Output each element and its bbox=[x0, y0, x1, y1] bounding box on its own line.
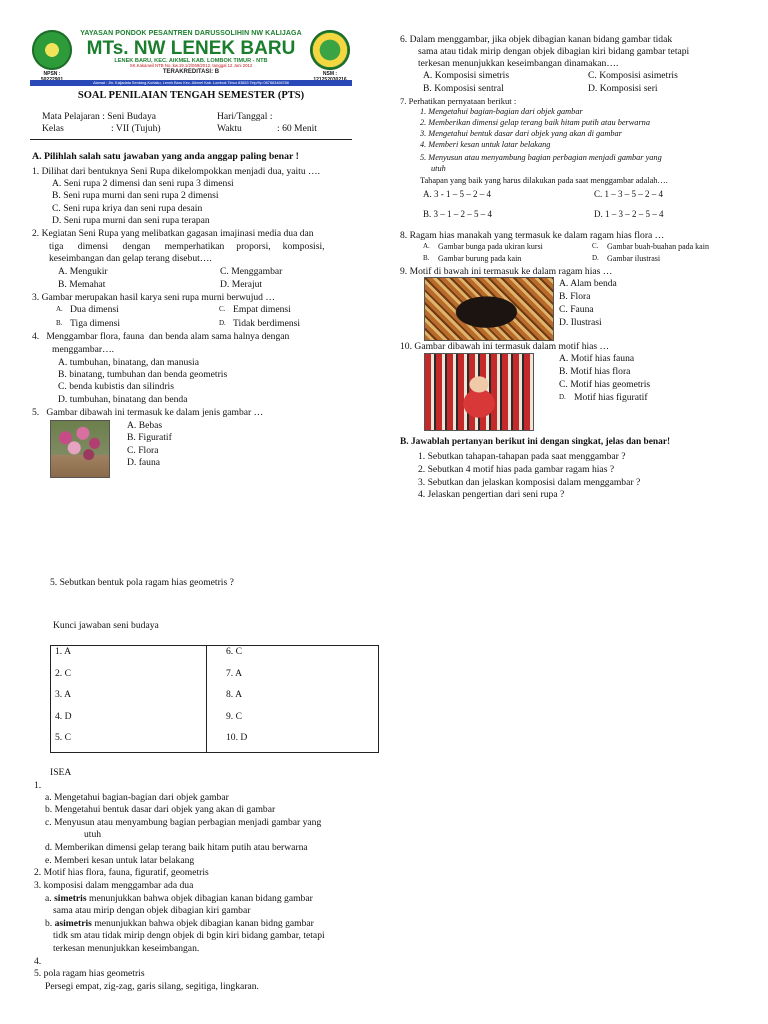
q7-statement-3: 3. Mengetahui bentuk dasar dari objek yang akan di gambar bbox=[420, 129, 622, 138]
q7-statement-1: 1. Mengetahui bagian-bagian dari objek gambar bbox=[420, 107, 583, 116]
answer-key-cell-right-4: 9. C bbox=[226, 711, 242, 722]
q5-option-b: B. Figuratif bbox=[127, 432, 172, 443]
q7-statement-5: 5. Menyusun atau menyambung bagian perbagian menjadi gambar yang bbox=[420, 153, 662, 162]
essay-question-5: 5. Sebutkan bentuk pola ragam hias geometris ? bbox=[50, 577, 234, 588]
q9-option-b: B. Flora bbox=[559, 291, 591, 302]
class-label: Kelas bbox=[42, 123, 64, 134]
dayak-figure-image bbox=[424, 353, 534, 431]
q1-option-d: D. Seni rupa murni dan seni rupa terapan bbox=[52, 215, 210, 226]
answer-key-cell-right-1: 6. C bbox=[226, 646, 242, 657]
question-6-line2: sama atau tidak mirip dengan objek dibagian kiri bidang gambar tetapi bbox=[418, 46, 690, 57]
q6-option-c: C. Komposisi asimetris bbox=[588, 70, 678, 81]
essay-answer-3a bbox=[45, 893, 313, 905]
q9-option-c: C. Fauna bbox=[559, 304, 594, 315]
essay-answer-3b-cont: tidk sm atau tidak mirip dengn objek di bgin kiri bidang gambar, tetapi bbox=[53, 930, 325, 941]
asymmetric-term: asimetris bbox=[54, 918, 92, 929]
question-3: 3. Gambar merupakan hasil karya seni rupa murni berwujud … bbox=[32, 292, 275, 303]
q6-option-b: B. Komposisi sentral bbox=[423, 83, 504, 94]
foundation-name: YAYASAN PONDOK PESANTREN DARUSSOLIHIN NW KALIJAGA bbox=[80, 30, 302, 37]
q5-option-a: A. Bebas bbox=[127, 420, 163, 431]
subject-label: Mata Pelajaran : Seni Budaya bbox=[42, 111, 157, 122]
answer-key-cell-left-4: 4. D bbox=[55, 711, 72, 722]
q3-option-c: Empat dimensi bbox=[233, 304, 291, 315]
symmetric-letter: a. bbox=[45, 893, 52, 904]
essay-answer-1d: d. Memberikan dimensi gelap terang baik hitam putih atau berwarna bbox=[45, 842, 308, 853]
address-bar: Alamat : Jln. Kaljadata Serdang-Kortaku, Lenek Baru Kec. Aikmel Kab. Lombok Timur 83653 Telp/Hp 087863466788 bbox=[30, 80, 352, 86]
q7-question: Tahapan yang baik yang harus dilakukan pada saat menggambar adalah…. bbox=[420, 176, 668, 185]
question-4-line1: 4. Menggambar flora, fauna dan benda alam sama halnya dengan bbox=[32, 331, 290, 342]
question-5: 5. Gambar dibawah ini termasuk ke dalam jenis gambar … bbox=[32, 407, 264, 418]
essay-answer-5-detail: Persegi empat, zig-zag, garis silang, segitiga, lingkaran. bbox=[45, 981, 259, 992]
essay-question-1: 1. Sebutkan tahapan-tahapan pada saat menggambar ? bbox=[418, 451, 626, 462]
class-value: : VII (Tujuh) bbox=[111, 123, 161, 134]
q8-option-c: Gambar buah-buahan pada kain bbox=[607, 242, 709, 251]
question-9: 9. Motif di bawah ini termasuk ke dalam ragam hias … bbox=[400, 266, 613, 277]
q8-option-d: Gambar ilustrasi bbox=[607, 254, 661, 263]
q2-option-a: A. Mengukir bbox=[58, 266, 108, 277]
q10-option-c: C. Motif hias geometris bbox=[559, 379, 651, 390]
answer-key-cell-left-1: 1. A bbox=[55, 646, 71, 657]
q8-option-a: Gambar bunga pada ukiran kursi bbox=[438, 242, 543, 251]
essay-question-3: 3. Sebutkan dan jelaskan komposisi dalam menggambar ? bbox=[418, 477, 641, 488]
q3-option-c-letter: C. bbox=[219, 305, 226, 313]
q7-statement-5-cont: utuh bbox=[431, 164, 446, 173]
q5-option-c: C. Flora bbox=[127, 445, 159, 456]
essay-answer-1: 1. bbox=[34, 780, 42, 791]
q10-option-a: A. Motif hias fauna bbox=[559, 353, 635, 364]
letterhead bbox=[30, 30, 352, 88]
flower-painting-image bbox=[50, 420, 110, 478]
question-2-line2: tiga dimensi dengan memperhatikan proporsi, komposisi, bbox=[49, 241, 325, 252]
q3-option-a-letter: A. bbox=[56, 305, 63, 313]
answer-key-cell-left-3: 3. A bbox=[55, 689, 71, 700]
exam-title: SOAL PENILAIAN TENGAH SEMESTER (PTS) bbox=[77, 90, 305, 101]
question-1: 1. Dilihat dari bentuknya Seni Rupa dikelompokkan menjadi dua, yaitu …. bbox=[32, 166, 321, 177]
accreditation: TERAKREDITASI: B bbox=[162, 69, 220, 76]
essay-question-2: 2. Sebutkan 4 motif hias pada gambar ragam hias ? bbox=[418, 464, 615, 475]
answer-key-table bbox=[50, 645, 379, 753]
section-b-heading: B. Jawablah pertanyan berikut ini dengan singkat, jelas dan benar! bbox=[400, 437, 671, 447]
question-6-line3: terkesan menunjukkan keseimbangan dinamakan…. bbox=[418, 58, 619, 69]
question-2-line3: keseimbangan dan gelap terang disebut…. bbox=[49, 253, 212, 264]
day-label: Hari/Tanggal : bbox=[217, 111, 273, 122]
essay-answer-3b-cont2: terkesan menunjukkan keseimbangan. bbox=[53, 943, 200, 954]
answer-key-cell-left-5: 5. C bbox=[55, 732, 71, 743]
essay-answer-3b bbox=[45, 918, 314, 930]
essay-answer-1c-cont: utuh bbox=[84, 829, 102, 840]
header-divider bbox=[30, 139, 352, 140]
essay-answer-1a: a. Mengetahui bagian-bagian dari objek gambar bbox=[45, 792, 229, 803]
essay-answers-title: ISEA bbox=[50, 767, 72, 778]
essay-answer-3a-cont: sama atau mirip dengan objek dibagian kiri gambar bbox=[53, 905, 251, 916]
q3-option-d: Tidak berdimensi bbox=[233, 318, 301, 329]
q9-option-d: D. Ilustrasi bbox=[559, 317, 602, 328]
answer-key-cell-left-2: 2. C bbox=[55, 668, 71, 679]
question-4-line2: menggambar…. bbox=[52, 344, 115, 355]
q8-option-b: Gambar burung pada kain bbox=[438, 254, 522, 263]
q4-option-a: A. tumbuhan, binatang, dan manusia bbox=[58, 357, 199, 368]
q4-option-b: B. binatang, tumbuhan dan benda geometris bbox=[58, 369, 228, 380]
q1-option-a: A. Seni rupa 2 dimensi dan seni rupa 3 dimensi bbox=[52, 178, 234, 189]
symmetric-term: simetris bbox=[54, 893, 87, 904]
q6-option-d: D. Komposisi seri bbox=[588, 83, 658, 94]
question-2-line1: 2. Kegiatan Seni Rupa yang melibatkan gagasan imajinasi media dua dan bbox=[32, 228, 314, 239]
q8-option-d-letter: D. bbox=[592, 254, 599, 262]
question-10: 10. Gambar dibawah ini termasuk dalam motif hias … bbox=[400, 341, 610, 352]
table-divider bbox=[206, 646, 207, 752]
q10-option-d: Motif hias figuratif bbox=[574, 392, 648, 403]
question-8: 8. Ragam hias manakah yang termasuk ke dalam ragam hias flora … bbox=[400, 230, 665, 241]
q7-option-d: D. 1 – 3 – 2 – 5 – 4 bbox=[594, 209, 664, 219]
q5-option-d: D. fauna bbox=[127, 457, 161, 468]
asymmetric-text: menunjukkan bahwa objek dibagian kanan bidng gambar bbox=[94, 918, 314, 929]
essay-answer-1e: e. Memberi kesan untuk latar belakang bbox=[45, 855, 195, 866]
q10-option-b: B. Motif hias flora bbox=[559, 366, 631, 377]
q4-option-d: D. tumbuhan, binatang dan benda bbox=[58, 394, 188, 405]
section-a-heading: A. Pilihlah salah satu jawaban yang anda anggap paling benar ! bbox=[32, 151, 299, 162]
nw-emblem-icon bbox=[310, 30, 350, 70]
q4-option-c: C. benda kubistis dan silindris bbox=[58, 381, 174, 392]
time-label: Waktu bbox=[217, 123, 242, 134]
essay-question-4: 4. Jelaskan pengertian dari seni rupa ? bbox=[418, 489, 565, 500]
q8-option-a-letter: A. bbox=[423, 242, 430, 250]
q7-statement-2: 2. Memberikan dimensi gelap terang baik hitam putih atau berwarna bbox=[420, 118, 650, 127]
question-7: 7. Perhatikan pernyataan berikut : bbox=[400, 96, 517, 106]
school-name: MTs. NW LENEK BARU bbox=[86, 37, 296, 59]
essay-answer-5: 5. pola ragam hias geometris bbox=[34, 968, 145, 979]
q10-option-d-letter: D. bbox=[559, 393, 566, 401]
q3-option-b-letter: B. bbox=[56, 319, 63, 327]
q3-option-a: Dua dimensi bbox=[70, 304, 119, 315]
asymmetric-letter: b. bbox=[45, 918, 53, 929]
answer-key-cell-right-5: 10. D bbox=[226, 732, 248, 743]
decree-number: SK.Kakanwil NTB No.:kw.19.1/2/069/2012, tanggal 12 Juni 2012 bbox=[129, 63, 253, 69]
q8-option-b-letter: B. bbox=[423, 254, 430, 262]
q6-option-a: A. Komposisi simetris bbox=[423, 70, 510, 81]
q3-option-d-letter: D. bbox=[219, 319, 226, 327]
school-address: LENEK BARU, KEC. AIKMEL KAB. LOMBOK TIMUR - NTB bbox=[114, 57, 268, 64]
q7-option-b: B. 3 – 1 – 2 – 5 – 4 bbox=[423, 209, 493, 219]
essay-answer-4: 4. bbox=[34, 956, 42, 967]
q2-option-c: C. Menggambar bbox=[220, 266, 283, 277]
answer-key-cell-right-3: 8. A bbox=[226, 689, 242, 700]
time-value: : 60 Menit bbox=[277, 123, 317, 134]
essay-answer-3: 3. komposisi dalam menggambar ada dua bbox=[34, 880, 194, 891]
q7-statement-4: 4. Memberi kesan untuk latar belakang bbox=[420, 140, 551, 149]
nsm-label-text: NSM : bbox=[322, 71, 338, 77]
question-6-line1: 6. Dalam menggambar, jika objek dibagian kanan bidang gambar tidak bbox=[400, 34, 673, 45]
q3-option-b: Tiga dimensi bbox=[70, 318, 121, 329]
letterhead-text bbox=[72, 30, 310, 76]
q2-option-b: B. Memahat bbox=[58, 279, 106, 290]
symmetric-text: menunjukkan bahwa objek dibagian kanan bidang gambar bbox=[89, 893, 313, 904]
q2-option-d: D. Merajut bbox=[220, 279, 263, 290]
q9-option-a: A. Alam benda bbox=[559, 278, 617, 289]
school-logo-icon bbox=[32, 30, 72, 70]
q7-option-a: A. 3 - 1 – 5 – 2 – 4 bbox=[423, 189, 491, 199]
q8-option-c-letter: C. bbox=[592, 242, 599, 250]
answer-key-title: Kunci jawaban seni budaya bbox=[53, 620, 159, 631]
essay-answer-1b: b. Mengetahui bentuk dasar dari objek yang akan di gambar bbox=[45, 804, 276, 815]
answer-key-cell-right-2: 7. A bbox=[226, 668, 242, 679]
q1-option-b: B. Seni rupa murni dan seni rupa 2 dimensi bbox=[52, 190, 219, 201]
q7-option-c: C. 1 – 3 – 5 – 2 – 4 bbox=[594, 189, 664, 199]
essay-answer-2: 2. Motif hias flora, fauna, figuratif, geometris bbox=[34, 867, 209, 878]
essay-answer-1c: c. Menyusun atau menyambung bagian perbagian menjadi gambar yang bbox=[45, 817, 322, 828]
batik-elephant-image bbox=[424, 277, 554, 341]
npsn-label-text: NPSN : bbox=[43, 71, 61, 77]
q1-option-c: C. Seni rupa kriya dan seni rupa desain bbox=[52, 203, 203, 214]
